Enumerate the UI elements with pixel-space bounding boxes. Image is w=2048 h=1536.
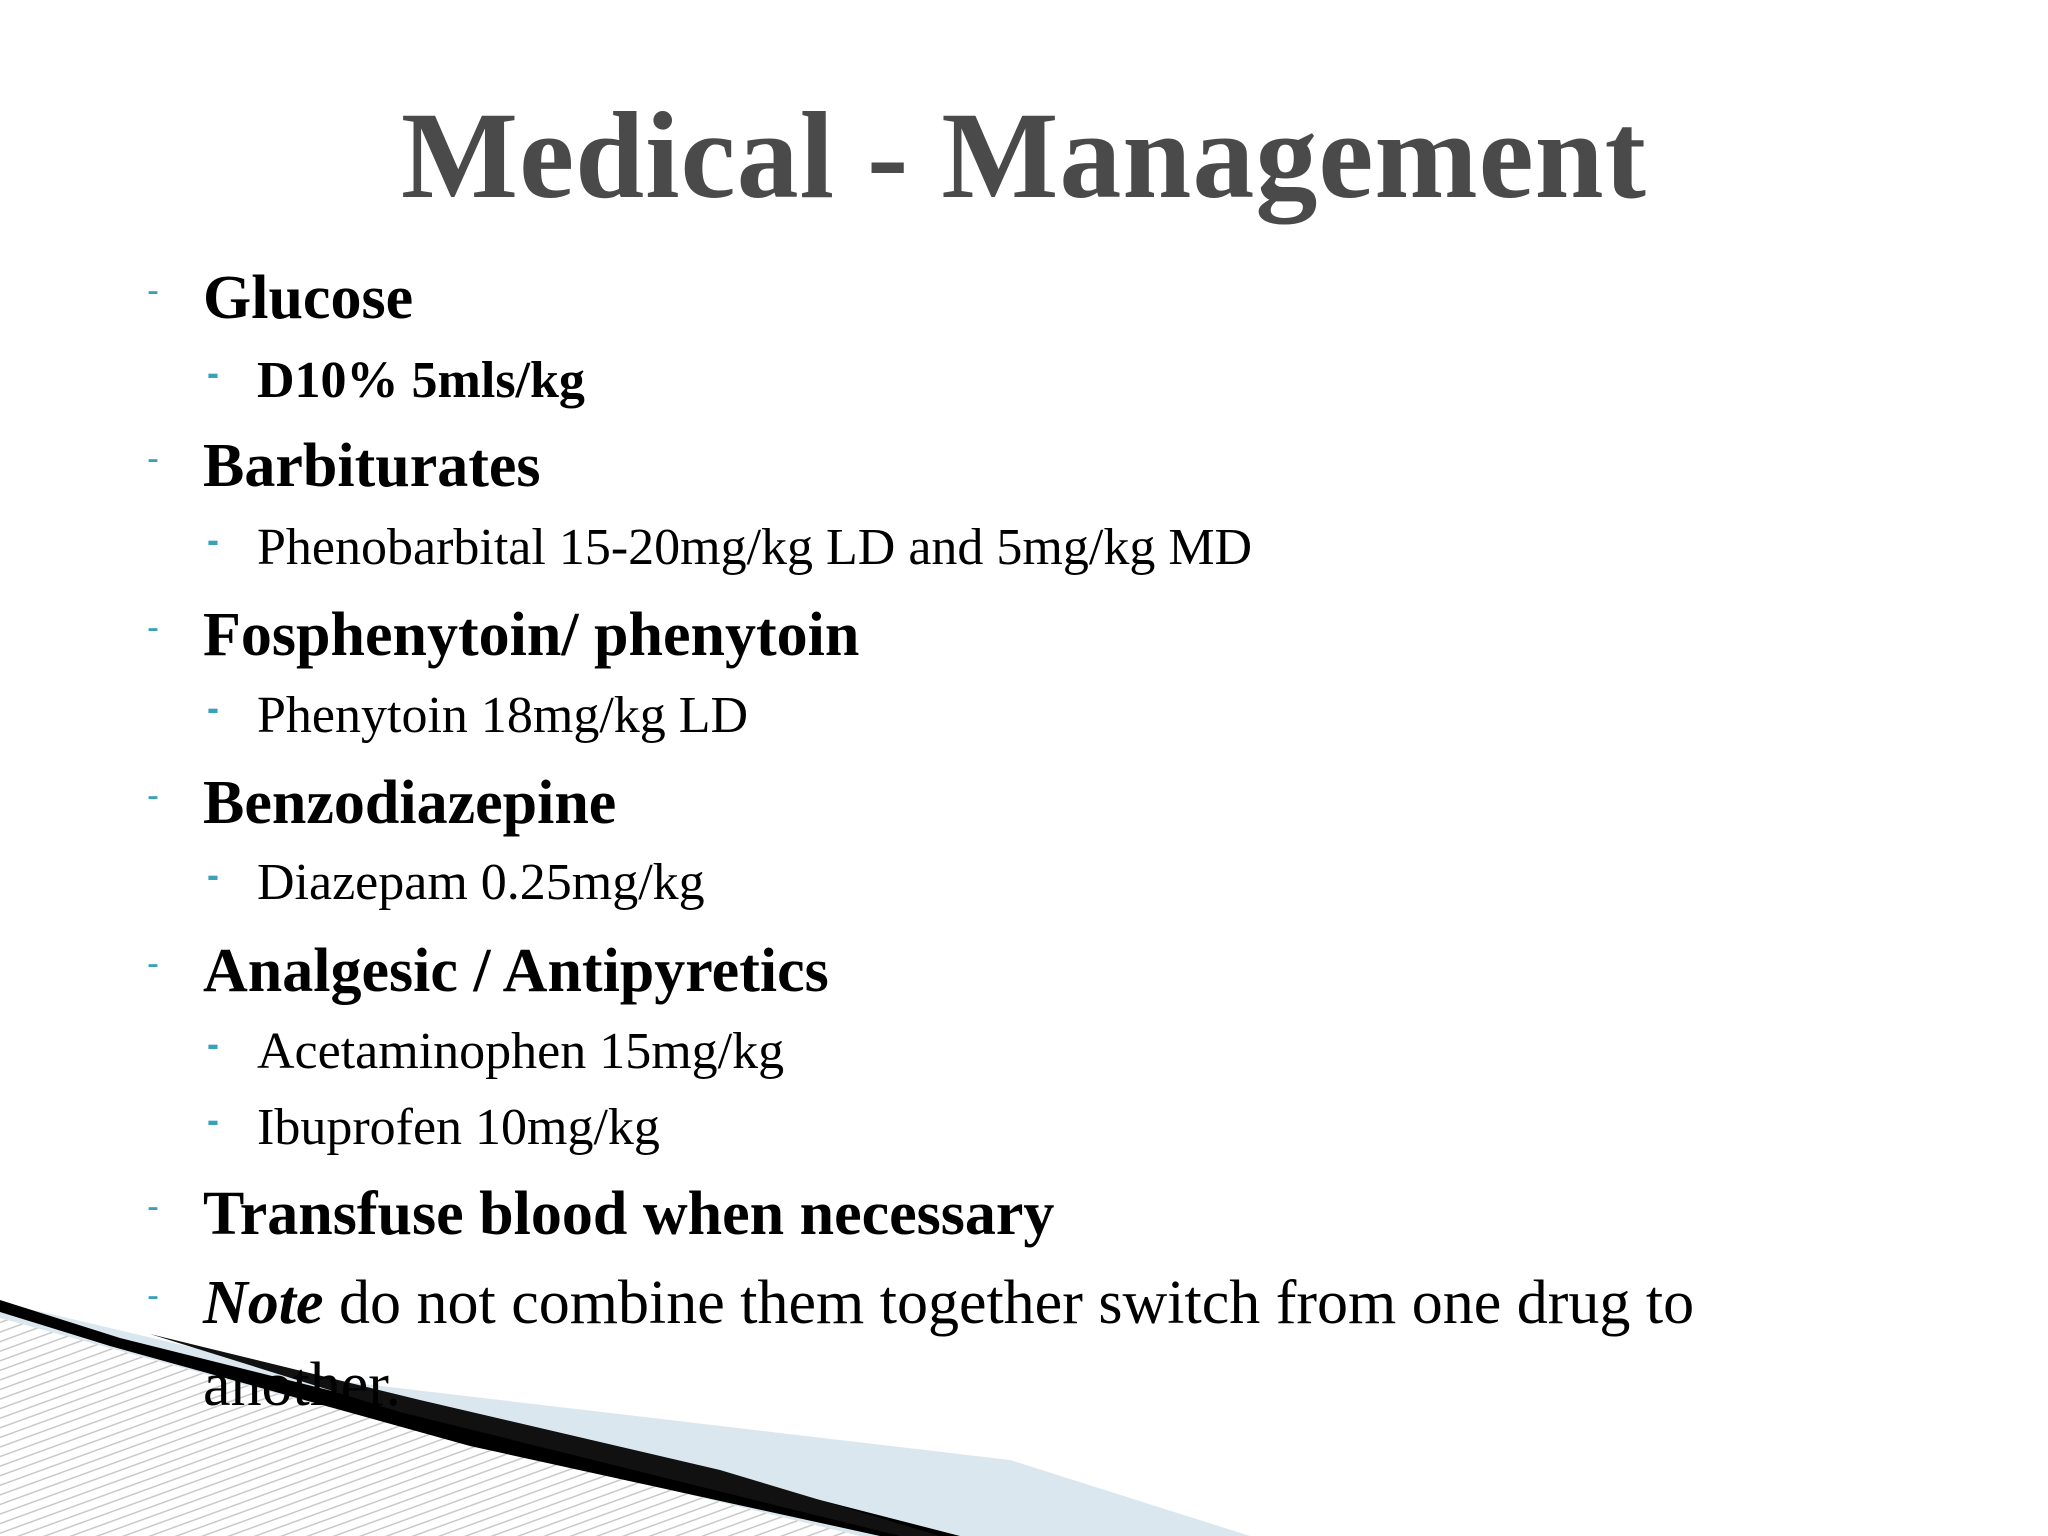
sub-bullet-marker: - [207,687,219,728]
bullet-marker: - [147,437,159,478]
bullet-text: Analgesic / Antipyretics [203,937,829,1005]
bullet-text: Fosphenytoin/ phenytoin [203,601,860,669]
bullet-analgesic [147,935,829,1007]
sub-bullet-text: Acetaminophen 15mg/kg [257,1023,785,1080]
bullet-transfuse [147,1178,1055,1250]
sub-bullet-glucose-dose [207,350,585,412]
sub-bullet-marker: - [207,1023,219,1064]
sub-bullet-marker: - [207,352,219,393]
note-label: Note [203,1269,324,1337]
sub-bullet-text: D10% 5mls/kg [257,352,585,409]
bullet-note [147,1262,1883,1426]
bullet-marker: - [147,942,159,983]
bullet-benzodiazepine [147,767,617,839]
bullet-marker: - [147,1274,159,1315]
sub-bullet-text: Phenytoin 18mg/kg LD [257,687,749,744]
bullet-glucose [147,262,414,334]
sub-bullet-marker: - [207,1099,219,1140]
bullet-text: Benzodiazepine [203,769,617,837]
sub-bullet-diazepam [207,852,705,914]
sub-bullet-marker: - [207,854,219,895]
bullet-barbiturates [147,430,541,502]
note-text: do not combine them together switch from one drug to another. [203,1269,1695,1419]
bullet-text: Transfuse blood when necessary [203,1180,1055,1248]
sub-bullet-text: Ibuprofen 10mg/kg [257,1099,660,1156]
bullet-text: Glucose [203,264,414,332]
sub-bullet-ibuprofen [207,1097,660,1159]
bullet-marker: - [147,606,159,647]
sub-bullet-phenytoin [207,685,749,747]
slide-title: Medical - Management [401,87,1647,224]
sub-bullet-phenobarbital [207,517,1253,579]
sub-bullet-text: Diazepam 0.25mg/kg [257,854,705,911]
bullet-text: Barbiturates [203,432,541,500]
sub-bullet-acetaminophen [207,1021,785,1083]
sub-bullet-marker: - [207,519,219,560]
bullet-marker: - [147,1185,159,1226]
bullet-marker: - [147,269,159,310]
sub-bullet-text: Phenobarbital 15-20mg/kg LD and 5mg/kg MD [257,519,1253,576]
bullet-fosphenytoin [147,599,860,671]
bullet-marker: - [147,774,159,815]
